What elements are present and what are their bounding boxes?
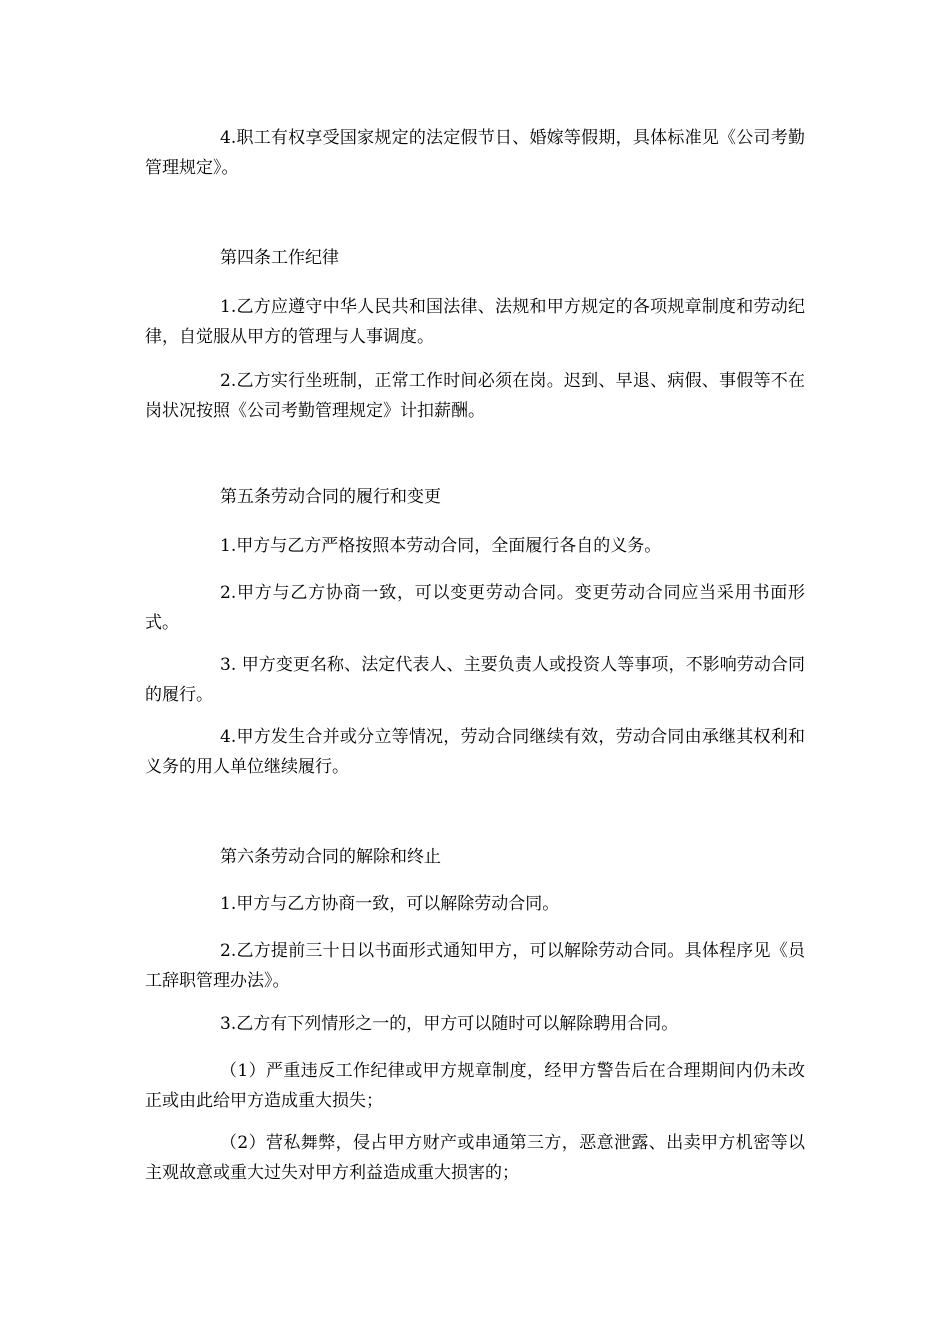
paragraph-immediate-termination: 3.乙方有下列情形之一的，甲方可以随时可以解除聘用合同。 [220, 1014, 679, 1034]
paragraph-merger: 4.甲方发生合并或分立等情况，劳动合同继续有效，劳动合同由承继其权利和义务的用人单位继续履行。 [145, 727, 805, 777]
paragraph-fulfill-contract: 1.甲方与乙方严格按照本劳动合同，全面履行各自的义务。 [220, 536, 662, 556]
paragraph-change-contract: 2.甲方与乙方协商一致，可以变更劳动合同。变更劳动合同应当采用书面形式。 [145, 583, 805, 633]
section-heading-5: 第五条劳动合同的履行和变更 [220, 487, 441, 507]
paragraph-obey-rules: 1.乙方应遵守中华人民共和国法律、法规和甲方规定的各项规章制度和劳动纪律，自觉服从甲方的管理与人事调度。 [145, 297, 805, 347]
section-heading-6: 第六条劳动合同的解除和终止 [220, 847, 441, 867]
list-item-2: （2）营私舞弊，侵占甲方财产或串通第三方，恶意泄露、出卖甲方机密等以主观故意或重大过失对甲方利益造成重大损害的； [145, 1133, 805, 1183]
paragraph-mutual-termination: 1.甲方与乙方协商一致，可以解除劳动合同。 [220, 894, 560, 914]
paragraph-name-change: 3. 甲方变更名称、法定代表人、主要负责人或投资人等事项，不影响劳动合同的履行。 [145, 655, 805, 705]
paragraph-holiday-leave: 4.职工有权享受国家规定的法定假节日、婚嫁等假期，具体标准见《公司考勤管理规定》。 [145, 128, 805, 178]
section-heading-4: 第四条工作纪律 [220, 248, 339, 268]
paragraph-resignation-notice: 2.乙方提前三十日以书面形式通知甲方，可以解除劳动合同。具体程序见《员工辞职管理办法》。 [145, 941, 805, 991]
paragraph-attendance: 2.乙方实行坐班制，正常工作时间必须在岗。迟到、早退、病假、事假等不在岗状况按照《公司考勤管理规定》计扣薪酬。 [145, 371, 805, 421]
list-item-1: （1）严重违反工作纪律或甲方规章制度，经甲方警告后在合理期间内仍未改正或由此给甲方造成重大损失； [145, 1061, 805, 1111]
